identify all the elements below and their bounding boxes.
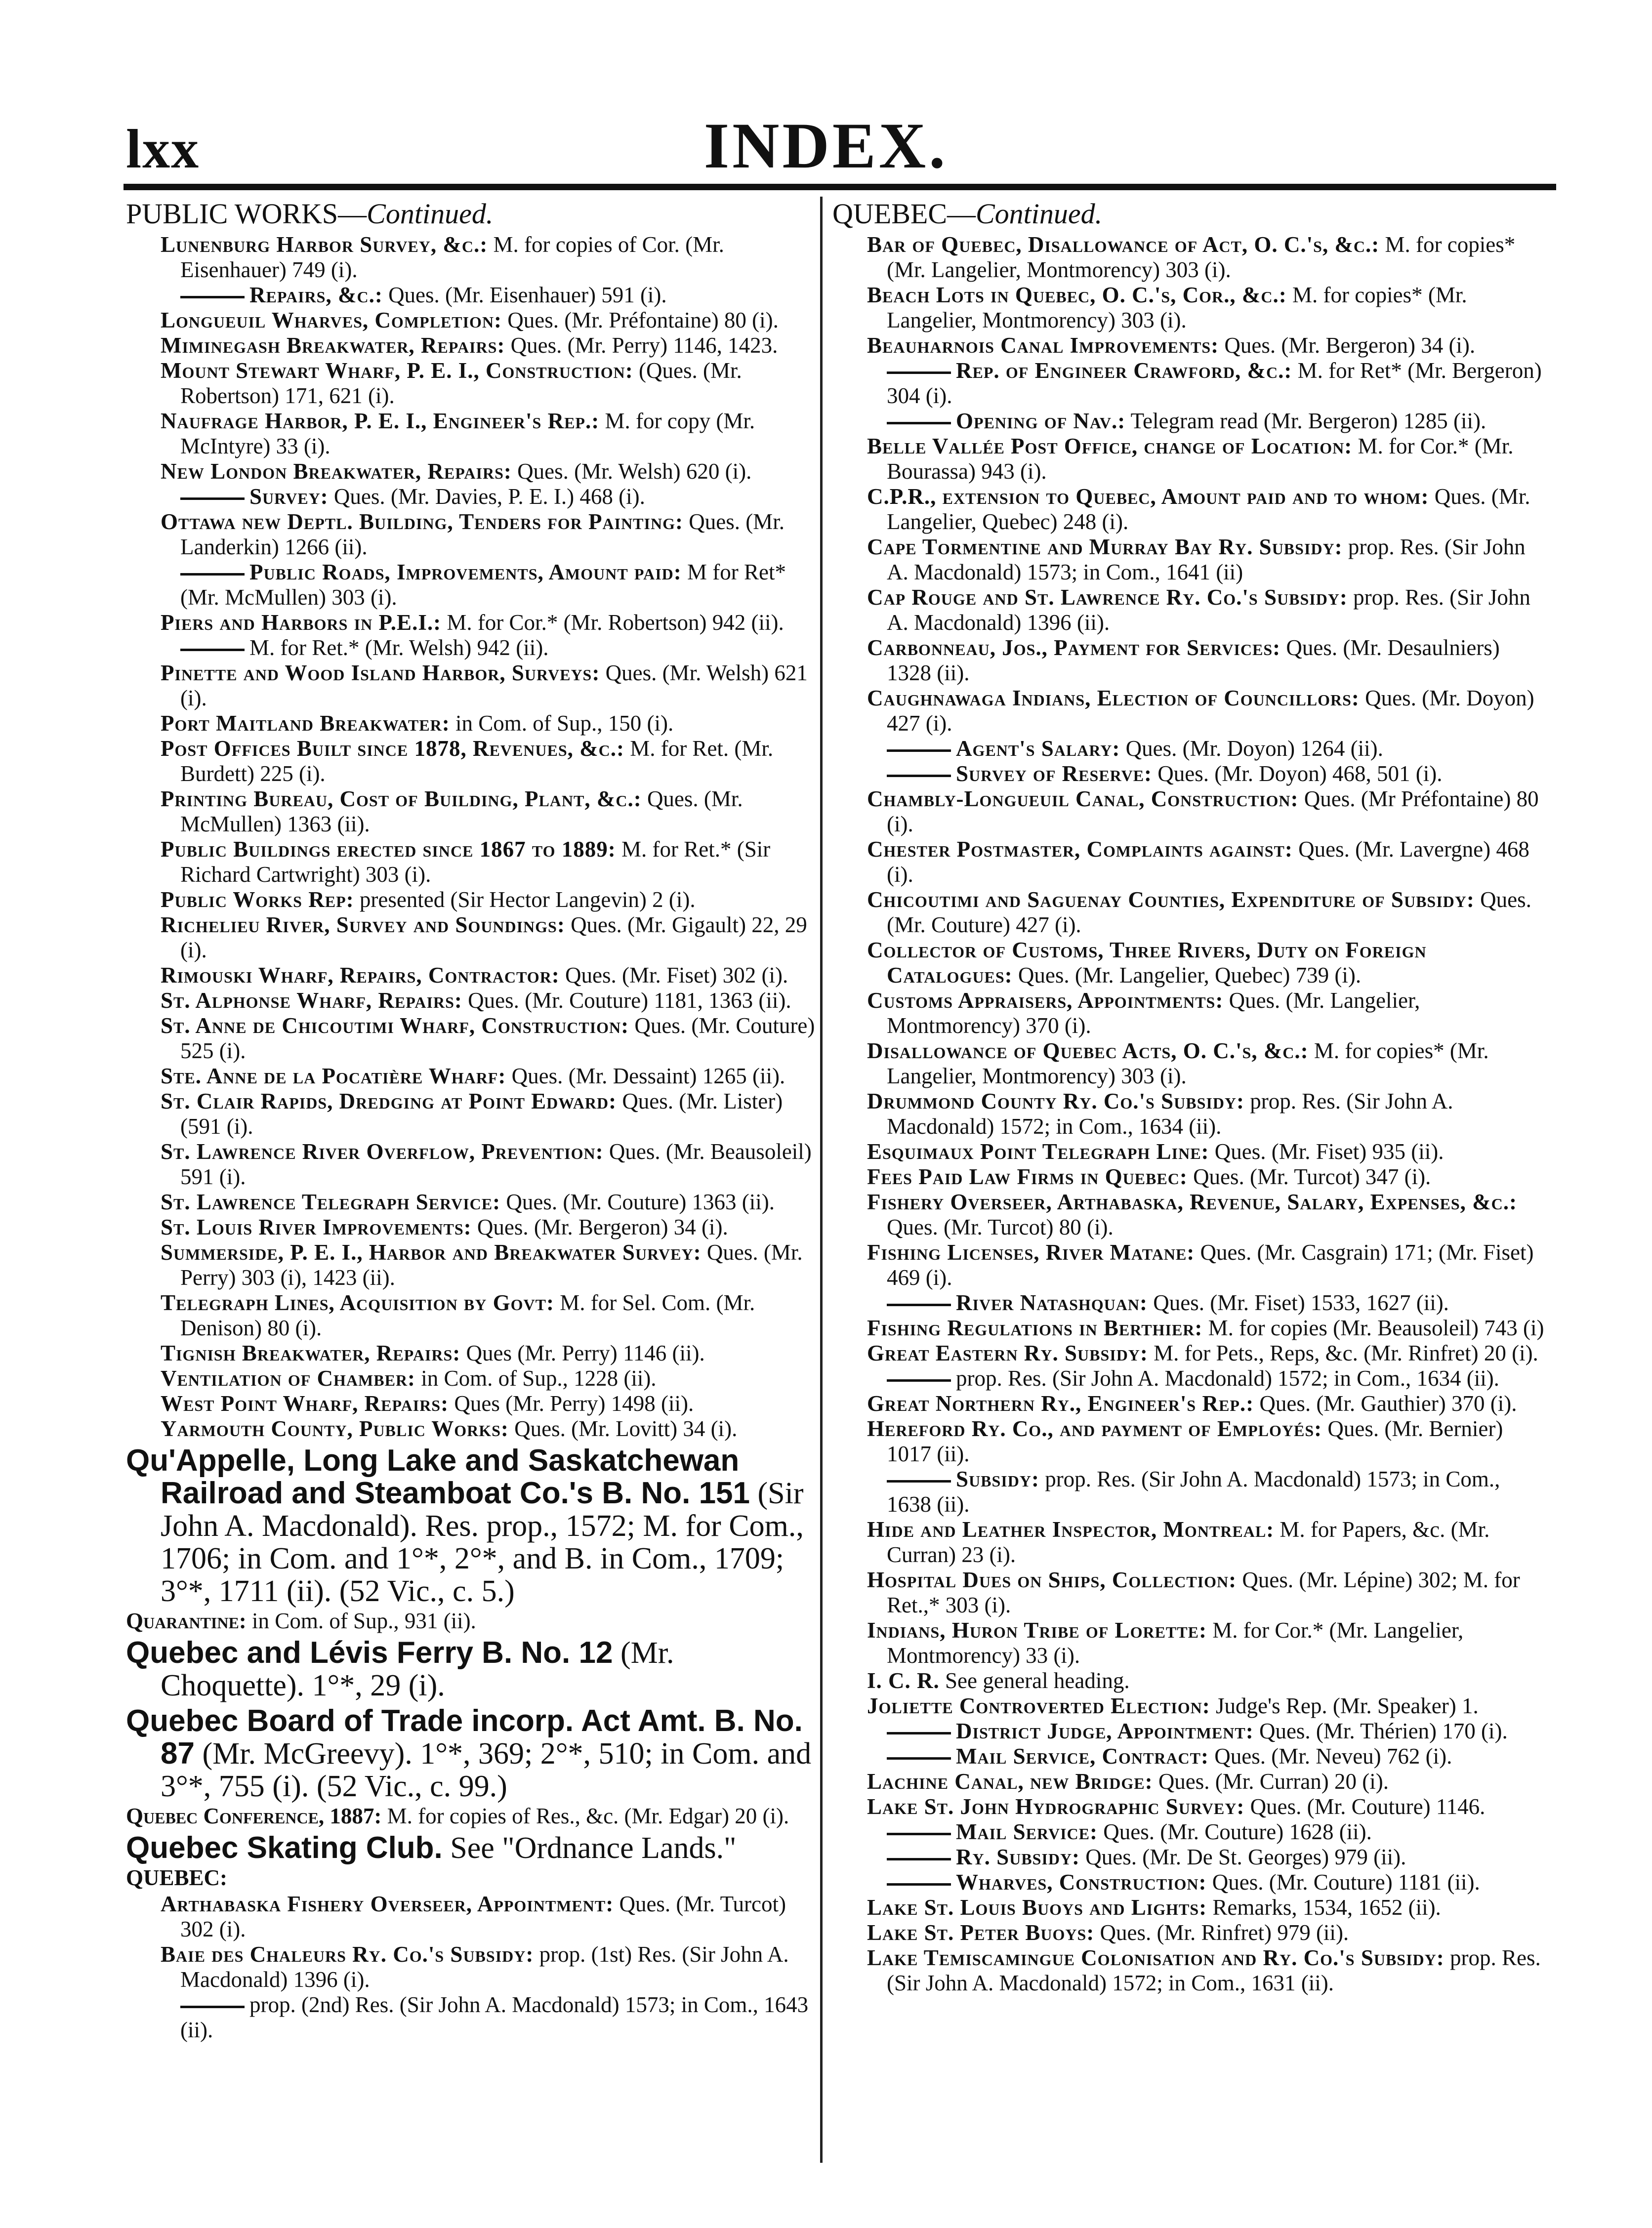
bill-title: Qu'Appelle, Long Lake and Saskatchewan Railroad and Steamboat Co.'s B. No. 151 bbox=[126, 1444, 750, 1510]
entry-keyword: Ottawa new Deptl. Building, Tenders for Painting: bbox=[161, 509, 683, 534]
entry-text: (Mr. Choquette). 1°*, 29 (i). bbox=[161, 1636, 674, 1702]
index-entry bbox=[126, 484, 815, 509]
entry-keyword: St. Louis River Improvements: bbox=[161, 1215, 472, 1239]
index-entry bbox=[126, 1391, 815, 1416]
entry-keyword: St. Lawrence River Overflow, Prevention: bbox=[161, 1139, 604, 1164]
index-entry bbox=[126, 786, 815, 837]
index-entry bbox=[126, 283, 815, 308]
entry-keyword: Joliette Controverted Election: bbox=[867, 1693, 1210, 1718]
index-entry bbox=[126, 308, 815, 333]
entry-keyword: Public Buildings erected since 1867 to 1889: bbox=[161, 837, 616, 862]
entry-text: Ques. (Mr. Casgrain) 171; (Mr. Fiset) 469 (i). bbox=[887, 1240, 1534, 1290]
index-entry bbox=[126, 1064, 815, 1089]
entry-text: Ques. (Mr. Doyon) 468, 501 (i). bbox=[1152, 761, 1443, 786]
entry-keyword: Lake Temiscamingue Colonisation and Ry. Co.'s Subsidy: bbox=[867, 1945, 1445, 1970]
index-entry bbox=[126, 459, 815, 484]
bill-title: Quebec Skating Club. bbox=[126, 1831, 443, 1865]
index-entry bbox=[832, 761, 1546, 786]
index-entry bbox=[126, 358, 815, 409]
entry-keyword: District Judge, Appointment: bbox=[956, 1719, 1254, 1743]
left-column bbox=[126, 198, 815, 2043]
ditto-dash bbox=[887, 1833, 951, 1835]
right-column-heading bbox=[832, 198, 1546, 230]
index-entry bbox=[832, 1190, 1546, 1240]
index-entry bbox=[832, 1416, 1546, 1467]
ditto-dash bbox=[887, 1883, 951, 1886]
entry-text: M. for Cor.* (Mr. Langelier, Montmorency) 33 (i). bbox=[887, 1618, 1464, 1668]
entry-keyword: Great Eastern Ry. Subsidy: bbox=[867, 1341, 1148, 1365]
entry-keyword: West Point Wharf, Repairs: bbox=[161, 1391, 449, 1416]
index-entry bbox=[126, 333, 815, 358]
entry-keyword: Yarmouth County, Public Works: bbox=[161, 1416, 509, 1441]
index-entry bbox=[126, 711, 815, 736]
ditto-dash bbox=[887, 1858, 951, 1860]
bill-heading bbox=[126, 1705, 815, 1803]
index-entry bbox=[832, 1744, 1546, 1769]
entry-text: Ques. (Mr. Couture) 1146. bbox=[1244, 1794, 1486, 1819]
entry-keyword: Piers and Harbors in P.E.I.: bbox=[161, 610, 442, 635]
entry-keyword: Belle Vallée Post Office, change of Location: bbox=[867, 434, 1353, 458]
entry-text: Judge's Rep. (Mr. Speaker) 1. bbox=[1210, 1693, 1479, 1718]
entry-text: See general heading. bbox=[939, 1668, 1130, 1693]
right-column bbox=[832, 198, 1546, 1996]
entry-keyword: Subsidy: bbox=[956, 1467, 1039, 1491]
page-title: INDEX. bbox=[703, 109, 949, 182]
entry-text: M. for Ret.* (Mr. Welsh) 942 (ii). bbox=[249, 635, 549, 660]
index-entry bbox=[832, 1845, 1546, 1870]
entry-text: M. for copies of Cor. (Mr. Eisenhauer) 749 (i). bbox=[180, 232, 724, 282]
index-entry bbox=[832, 1870, 1546, 1895]
entry-text: Ques. (Mr. Rinfret) 979 (ii). bbox=[1094, 1920, 1349, 1945]
entry-text: prop. Res. (Sir John A. Macdonald) 1572; in Com., 1634 (ii). bbox=[956, 1366, 1499, 1391]
heading-continued: Continued. bbox=[976, 198, 1103, 230]
entry-keyword: Survey: bbox=[249, 484, 329, 509]
entry-text: Ques (Mr. Perry) 1498 (ii). bbox=[449, 1391, 694, 1416]
entry-text: Ques. (Mr. Langelier, Quebec) 739 (i). bbox=[1012, 963, 1362, 988]
ditto-dash bbox=[180, 649, 245, 651]
index-entry bbox=[832, 1819, 1546, 1845]
entry-text: M. for copies* (Mr. Langelier, Montmorency) 303 (i). bbox=[887, 232, 1516, 282]
index-entry bbox=[126, 509, 815, 560]
entry-text: Telegram read (Mr. Bergeron) 1285 (ii). bbox=[1125, 409, 1487, 433]
index-entry bbox=[832, 786, 1546, 837]
entry-text: Ques. (Mr. Fiset) 302 (i). bbox=[559, 963, 788, 988]
index-entry bbox=[832, 434, 1546, 484]
heading-text: QUEBEC— bbox=[832, 198, 976, 230]
entry-text: Ques. (Mr. Davies, P. E. I.) 468 (i). bbox=[328, 484, 645, 509]
left-main-headings bbox=[126, 1444, 815, 1891]
entry-keyword: Pinette and Wood Island Harbor, Surveys: bbox=[161, 660, 600, 685]
index-entry bbox=[832, 1316, 1546, 1341]
entry-text: Ques. (Mr. Turcot) 347 (i). bbox=[1187, 1164, 1431, 1189]
index-entry bbox=[832, 1139, 1546, 1164]
entry-keyword: Lake St. Louis Buoys and Lights: bbox=[867, 1895, 1207, 1920]
index-entry bbox=[126, 963, 815, 988]
entry-keyword: Public Roads, Improvements, Amount paid: bbox=[249, 560, 682, 584]
entry-keyword: Mount Stewart Wharf, P. E. I., Construction: bbox=[161, 358, 633, 383]
ditto-dash bbox=[887, 371, 951, 374]
ditto-dash bbox=[180, 497, 245, 500]
index-entry bbox=[832, 938, 1546, 988]
index-entry bbox=[832, 358, 1546, 409]
entry-keyword: Summerside, P. E. I., Harbor and Breakwater Survey: bbox=[161, 1240, 702, 1265]
right-entry-list bbox=[832, 232, 1546, 1996]
heading-continued: Continued. bbox=[367, 198, 494, 230]
entry-keyword: Cape Tormentine and Murray Bay Ry. Subsidy: bbox=[867, 535, 1343, 559]
ditto-dash bbox=[887, 775, 951, 777]
index-entry bbox=[832, 1290, 1546, 1316]
entry-keyword: Mail Service, Contract: bbox=[956, 1744, 1209, 1769]
index-entry bbox=[832, 1164, 1546, 1190]
entry-text: Ques. (Mr. Lépine) 302; M. for Ret.,* 303 (i). bbox=[887, 1568, 1520, 1617]
index-entry bbox=[126, 409, 815, 459]
ditto-dash bbox=[887, 1304, 951, 1306]
entry-text: M. for Sel. Com. (Mr. Denison) 80 (i). bbox=[180, 1290, 755, 1340]
ditto-dash bbox=[180, 296, 245, 298]
ditto-dash bbox=[180, 573, 245, 576]
entry-text: prop. Res. (Sir John A. Macdonald) 1573; in Com., 1641 (ii) bbox=[887, 535, 1526, 584]
entry-keyword: Chester Postmaster, Complaints against: bbox=[867, 837, 1293, 862]
index-entry bbox=[832, 1920, 1546, 1945]
entry-keyword: New London Breakwater, Repairs: bbox=[161, 459, 512, 484]
entry-text: in Com. of Sup., 931 (ii). bbox=[246, 1609, 476, 1633]
entry-keyword: Lake St. John Hydrographic Survey: bbox=[867, 1794, 1245, 1819]
index-entry bbox=[832, 484, 1546, 535]
entry-text: (Ques. (Mr. Robertson) 171, 621 (i). bbox=[180, 358, 742, 408]
entry-keyword: Rimouski Wharf, Repairs, Contractor: bbox=[161, 963, 560, 988]
index-entry bbox=[832, 1618, 1546, 1668]
index-entry bbox=[126, 1290, 815, 1341]
index-entry bbox=[126, 912, 815, 963]
entry-keyword: Ry. Subsidy: bbox=[956, 1845, 1080, 1869]
index-entry bbox=[832, 1366, 1546, 1391]
bill-heading bbox=[126, 1832, 815, 1864]
entry-text: Ques. (Mr. Bergeron) 34 (i). bbox=[471, 1215, 728, 1239]
index-entry bbox=[126, 610, 815, 635]
index-entry bbox=[832, 686, 1546, 736]
entry-text: Ques. (Mr. Lovitt) 34 (i). bbox=[508, 1416, 738, 1441]
index-entry bbox=[832, 585, 1546, 635]
entry-text: Ques. (Mr. Beausoleil) 591 (i). bbox=[180, 1139, 812, 1189]
entry-text: Ques. (Mr. Couture) 1181 (ii). bbox=[1206, 1870, 1480, 1895]
entry-text: Ques. (Mr. Lavergne) 468 (i). bbox=[887, 837, 1529, 887]
ditto-dash bbox=[887, 422, 951, 424]
entry-text: (Sir John A. Macdonald). Res. prop., 1572; M. for Com., 1706; in Com. and 1°*, 2°*, and B. in Com., 1709; 3°*, 1711 (ii). (52 Vic., c. 5.) bbox=[161, 1477, 804, 1608]
entry-text: Ques. (Mr Préfontaine) 80 (i). bbox=[887, 786, 1539, 836]
bill-heading bbox=[126, 1444, 815, 1608]
entry-text: prop. (2nd) Res. (Sir John A. Macdonald) 1573; in Com., 1643 (ii). bbox=[180, 1992, 809, 2042]
entry-text: prop. (1st) Res. (Sir John A. Macdonald) 1396 (i). bbox=[180, 1942, 789, 1992]
entry-keyword: Opening of Nav.: bbox=[956, 409, 1126, 433]
entry-keyword: Chambly-Longueuil Canal, Construction: bbox=[867, 786, 1299, 811]
entry-text: Ques. (Mr. Neveu) 762 (i). bbox=[1209, 1744, 1452, 1769]
entry-text: Ques. (Mr. Welsh) 620 (i). bbox=[511, 459, 752, 484]
entry-keyword: St. Anne de Chicoutimi Wharf, Construction: bbox=[161, 1013, 629, 1038]
entry-keyword: Indians, Huron Tribe of Lorette: bbox=[867, 1618, 1207, 1643]
entry-text: M. for Papers, &c. (Mr. Curran) 23 (i). bbox=[887, 1517, 1490, 1567]
entry-text: prop. Res. (Sir John A. Macdonald) 1572; in Com., 1634 (ii). bbox=[887, 1089, 1453, 1139]
entry-text: Ques. (Mr. De St. Georges) 979 (ii). bbox=[1080, 1845, 1406, 1869]
index-entry bbox=[126, 1366, 815, 1391]
bill-title: Quebec and Lévis Ferry B. No. 12 bbox=[126, 1636, 613, 1670]
entry-text: M. for copies* (Mr. Langelier, Montmorency) 303 (i). bbox=[887, 1038, 1489, 1088]
ditto-dash bbox=[887, 1732, 951, 1734]
entry-keyword: St. Lawrence Telegraph Service: bbox=[161, 1190, 501, 1214]
entry-text: prop. Res. (Sir John A. Macdonald) 1572; in Com., 1631 (ii). bbox=[887, 1945, 1541, 1995]
entry-keyword: Collector of Customs, Three Rivers, Duty on Foreign Catalogues: bbox=[867, 938, 1427, 988]
index-entry bbox=[126, 887, 815, 912]
entry-text: Ques. (Mr. Bernier) 1017 (ii). bbox=[887, 1416, 1503, 1466]
entry-text: M. for Pets., Reps, &c. (Mr. Rinfret) 20 (i). bbox=[1148, 1341, 1538, 1365]
index-entry bbox=[126, 1139, 815, 1190]
entry-keyword: Baie des Chaleurs Ry. Co.'s Subsidy: bbox=[161, 1942, 534, 1967]
quebec-entry-list bbox=[126, 1892, 815, 2043]
index-entry bbox=[126, 1089, 815, 1139]
entry-keyword: Repairs, &c.: bbox=[249, 283, 383, 307]
entry-keyword: Disallowance of Quebec Acts, O. C.'s, &c.: bbox=[867, 1038, 1309, 1063]
entry-text: Ques. (Mr. Eisenhauer) 591 (i). bbox=[382, 283, 667, 307]
entry-keyword: Fishing Licenses, River Matane: bbox=[867, 1240, 1195, 1265]
entry-text: M. for copies of Res., &c. (Mr. Edgar) 20 (i). bbox=[381, 1804, 789, 1828]
index-entry bbox=[832, 1341, 1546, 1366]
entry-text: Ques. (Mr. Préfontaine) 80 (i). bbox=[502, 308, 779, 332]
entry-text: M. for Ret. (Mr. Burdett) 225 (i). bbox=[180, 736, 774, 786]
entry-text: M. for Cor.* (Mr. Bourassa) 943 (i). bbox=[887, 434, 1514, 484]
index-entry bbox=[832, 1794, 1546, 1819]
ditto-dash bbox=[887, 1480, 951, 1483]
entry-text: Ques. (Mr. Gauthier) 370 (i). bbox=[1254, 1391, 1517, 1416]
entry-keyword: Port Maitland Breakwater: bbox=[161, 711, 450, 736]
entry-keyword: Lachine Canal, new Bridge: bbox=[867, 1769, 1153, 1794]
page-number: lxx bbox=[126, 119, 200, 180]
entry-text: Ques. (Mr. Couture) 427 (i). bbox=[887, 887, 1531, 937]
index-entry bbox=[832, 1089, 1546, 1139]
entry-keyword: Survey of Reserve: bbox=[956, 761, 1153, 786]
index-entry bbox=[126, 1416, 815, 1442]
entry-text: Ques. (Mr. Couture) 1363 (ii). bbox=[500, 1190, 775, 1214]
entry-keyword: I. C. R. bbox=[867, 1668, 940, 1693]
entry-keyword: Wharves, Construction: bbox=[956, 1870, 1207, 1895]
index-entry bbox=[832, 283, 1546, 333]
entry-text: See "Ordnance Lands." bbox=[442, 1831, 737, 1865]
index-entry bbox=[832, 535, 1546, 585]
ditto-dash bbox=[887, 1757, 951, 1760]
entry-keyword: Cap Rouge and St. Lawrence Ry. Co.'s Subsidy: bbox=[867, 585, 1348, 610]
entry-keyword: C.P.R., extension to Quebec, Amount paid and to whom: bbox=[867, 484, 1429, 509]
entry-text: Ques. (Mr. Fiset) 935 (ii). bbox=[1209, 1139, 1444, 1164]
entry-keyword: Bar of Quebec, Disallowance of Act, O. C.'s, &c.: bbox=[867, 232, 1380, 257]
index-entry bbox=[832, 635, 1546, 686]
entry-text: Ques. (Mr. Perry) 303 (i), 1423 (ii). bbox=[180, 1240, 803, 1290]
index-entry bbox=[832, 1769, 1546, 1794]
entry-text: Ques. (Mr. Curran) 20 (i). bbox=[1153, 1769, 1389, 1794]
entry-text: Ques. (Mr. Perry) 1146, 1423. bbox=[505, 333, 778, 358]
ditto-dash bbox=[887, 749, 951, 752]
entry-keyword: Longueuil Wharves, Completion: bbox=[161, 308, 502, 332]
entry-keyword: St. Alphonse Wharf, Repairs: bbox=[161, 988, 462, 1013]
index-entry bbox=[832, 1517, 1546, 1568]
entry-keyword: Public Works Rep: bbox=[161, 887, 354, 912]
index-entry bbox=[832, 988, 1546, 1038]
subject-heading bbox=[126, 1804, 815, 1829]
entry-keyword: Caughnawaga Indians, Election of Councillors: bbox=[867, 686, 1360, 710]
index-entry bbox=[126, 635, 815, 660]
entry-text: Ques. (Mr. Lister) (591 (i). bbox=[180, 1089, 783, 1139]
entry-keyword: Quarantine: bbox=[126, 1609, 247, 1633]
bill-title: Quebec Board of Trade incorp. Act Amt. B. No. 87 bbox=[126, 1704, 803, 1771]
index-entry bbox=[832, 1895, 1546, 1920]
index-entry bbox=[126, 736, 815, 786]
entry-keyword: Esquimaux Point Telegraph Line: bbox=[867, 1139, 1209, 1164]
bill-heading bbox=[126, 1637, 815, 1702]
entry-keyword: Telegraph Lines, Acquisition by Govt: bbox=[161, 1290, 554, 1315]
index-entry bbox=[832, 232, 1546, 283]
subject-heading bbox=[126, 1609, 815, 1634]
index-entry bbox=[832, 409, 1546, 434]
entry-keyword: Rep. of Engineer Crawford, &c.: bbox=[956, 358, 1292, 383]
entry-keyword: River Natashquan: bbox=[956, 1290, 1148, 1315]
column-divider bbox=[820, 197, 823, 2163]
entry-text: Ques. (Mr. Couture) 1181, 1363 (ii). bbox=[462, 988, 791, 1013]
index-entry bbox=[832, 1693, 1546, 1719]
index-entry bbox=[126, 837, 815, 887]
index-entry bbox=[832, 837, 1546, 887]
entry-text: Ques. (Mr. Desaulniers) 1328 (ii). bbox=[887, 635, 1500, 685]
index-entry bbox=[832, 736, 1546, 761]
index-entry bbox=[832, 1240, 1546, 1290]
subject-heading bbox=[126, 1865, 815, 1891]
entry-text: Ques. (Mr. McMullen) 1363 (ii). bbox=[180, 786, 743, 836]
index-entry bbox=[126, 232, 815, 283]
index-entry bbox=[126, 1992, 815, 2043]
entry-text: Ques. (Mr. Turcot) 302 (i). bbox=[180, 1892, 786, 1941]
entry-text: M for Ret* (Mr. McMullen) 303 (i). bbox=[180, 560, 786, 610]
entry-keyword: Ste. Anne de la Pocatière Wharf: bbox=[161, 1064, 506, 1088]
index-entry bbox=[126, 660, 815, 711]
entry-text: Ques. (Mr. Couture) 525 (i). bbox=[180, 1013, 815, 1063]
entry-keyword: Printing Bureau, Cost of Building, Plant, &c.: bbox=[161, 786, 642, 811]
entry-text: Ques. (Mr. Fiset) 1533, 1627 (ii). bbox=[1147, 1290, 1449, 1315]
entry-keyword: Fees Paid Law Firms in Quebec: bbox=[867, 1164, 1188, 1189]
entry-text: Ques. (Mr. Gigault) 22, 29 (i). bbox=[180, 912, 807, 962]
index-entry bbox=[126, 1013, 815, 1064]
index-entry bbox=[832, 1945, 1546, 1996]
index-entry bbox=[832, 1668, 1546, 1693]
entry-text: Ques. (Mr. Landerkin) 1266 (ii). bbox=[180, 509, 785, 559]
index-entry bbox=[832, 887, 1546, 938]
entry-text: in Com. of Sup., 1228 (ii). bbox=[415, 1366, 657, 1391]
entry-keyword: Richelieu River, Survey and Soundings: bbox=[161, 912, 565, 937]
index-entry bbox=[126, 1942, 815, 1992]
index-entry bbox=[832, 333, 1546, 358]
index-entry bbox=[832, 1391, 1546, 1416]
index-entry bbox=[126, 988, 815, 1013]
entry-text: Ques. (Mr. Langelier, Montmorency) 370 (i). bbox=[887, 988, 1420, 1038]
entry-text: Ques. (Mr. Thérien) 170 (i). bbox=[1253, 1719, 1508, 1743]
entry-text: Ques. (Mr. Bergeron) 34 (i). bbox=[1219, 333, 1476, 358]
entry-text: prop. Res. (Sir John A. Macdonald) 1573; in Com., 1638 (ii). bbox=[887, 1467, 1500, 1517]
entry-keyword: Great Northern Ry., Engineer's Rep.: bbox=[867, 1391, 1254, 1416]
index-entry bbox=[832, 1038, 1546, 1089]
entry-keyword: Arthabaska Fishery Overseer, Appointment: bbox=[161, 1892, 614, 1916]
entry-keyword: Tignish Breakwater, Repairs: bbox=[161, 1341, 461, 1365]
entry-text: Ques. (Mr. Welsh) 621 (i). bbox=[180, 660, 808, 710]
header-rule bbox=[124, 184, 1556, 190]
entry-text: prop. Res. (Sir John A. Macdonald) 1396 (ii). bbox=[887, 585, 1530, 635]
entry-keyword: Ventilation of Chamber: bbox=[161, 1366, 416, 1391]
entry-keyword: Customs Appraisers, Appointments: bbox=[867, 988, 1224, 1013]
index-entry bbox=[832, 1467, 1546, 1517]
entry-keyword: Mail Service: bbox=[956, 1819, 1098, 1844]
heading-text: PUBLIC WORKS— bbox=[126, 198, 367, 230]
entry-keyword: Fishing Regulations in Berthier: bbox=[867, 1316, 1203, 1340]
entry-keyword: Hereford Ry. Co., and payment of Employés: bbox=[867, 1416, 1322, 1441]
entry-keyword: Hide and Leather Inspector, Montreal: bbox=[867, 1517, 1275, 1542]
entry-keyword: Fishery Overseer, Arthabaska, Revenue, Salary, Expenses, &c.: bbox=[867, 1190, 1517, 1214]
entry-keyword: Beauharnois Canal Improvements: bbox=[867, 333, 1219, 358]
entry-text: (Mr. McGreevy). 1°*, 369; 2°*, 510; in Com. and 3°*, 755 (i). (52 Vic., c. 99.) bbox=[161, 1737, 812, 1803]
entry-text: M. for copy (Mr. McIntyre) 33 (i). bbox=[180, 409, 755, 458]
entry-keyword: Lunenburg Harbor Survey, &c.: bbox=[161, 232, 488, 257]
entry-keyword: Miminegash Breakwater, Repairs: bbox=[161, 333, 505, 358]
ditto-dash bbox=[887, 1379, 951, 1382]
entry-keyword: Naufrage Harbor, P. E. I., Engineer's Rep.: bbox=[161, 409, 600, 433]
entry-text: Ques. (Mr. Dessaint) 1265 (ii). bbox=[506, 1064, 785, 1088]
entry-keyword: Hospital Dues on Ships, Collection: bbox=[867, 1568, 1237, 1592]
index-entry bbox=[126, 1190, 815, 1215]
left-entry-list bbox=[126, 232, 815, 1442]
entry-text: Ques. (Mr. Langelier, Quebec) 248 (i). bbox=[887, 484, 1530, 534]
entry-keyword: Beach Lots in Quebec, O. C.'s, Cor., &c.: bbox=[867, 283, 1287, 307]
entry-text: M. for copies* (Mr. Langelier, Montmorency) 303 (i). bbox=[887, 283, 1467, 332]
index-entry bbox=[126, 1341, 815, 1366]
index-entry bbox=[126, 1892, 815, 1942]
left-column-heading bbox=[126, 198, 815, 230]
entry-text: M. for copies (Mr. Beausoleil) 743 (i) bbox=[1202, 1316, 1544, 1340]
entry-text: presented (Sir Hector Langevin) 2 (i). bbox=[354, 887, 696, 912]
entry-text: M. for Cor.* (Mr. Robertson) 942 (ii). bbox=[441, 610, 784, 635]
entry-text: M. for Ret.* (Sir Richard Cartwright) 303 (i). bbox=[180, 837, 771, 887]
entry-keyword: Chicoutimi and Saguenay Counties, Expenditure of Subsidy: bbox=[867, 887, 1475, 912]
entry-keyword: Lake St. Peter Buoys: bbox=[867, 1920, 1095, 1945]
index-entry bbox=[126, 1215, 815, 1240]
entry-keyword: St. Clair Rapids, Dredging at Point Edward: bbox=[161, 1089, 617, 1114]
index-entry bbox=[832, 1719, 1546, 1744]
ditto-dash bbox=[180, 2006, 245, 2008]
entry-keyword: Carbonneau, Jos., Payment for Services: bbox=[867, 635, 1281, 660]
entry-text: in Com. of Sup., 150 (i). bbox=[450, 711, 674, 736]
entry-keyword: QUEBEC: bbox=[126, 1865, 228, 1890]
entry-text: Ques (Mr. Perry) 1146 (ii). bbox=[460, 1341, 705, 1365]
entry-text: Ques. (Mr. Couture) 1628 (ii). bbox=[1098, 1819, 1372, 1844]
index-entry bbox=[832, 1568, 1546, 1618]
entry-text: Ques. (Mr. Doyon) 427 (i). bbox=[887, 686, 1534, 736]
entry-text: M. for Ret* (Mr. Bergeron) 304 (i). bbox=[887, 358, 1542, 408]
entry-keyword: Drummond County Ry. Co.'s Subsidy: bbox=[867, 1089, 1245, 1114]
entry-keyword: Agent's Salary: bbox=[956, 736, 1120, 761]
index-entry bbox=[126, 560, 815, 610]
entry-keyword: Post Offices Built since 1878, Revenues, &c.: bbox=[161, 736, 624, 761]
entry-keyword: Quebec Conference, 1887: bbox=[126, 1804, 382, 1828]
entry-text: Ques. (Mr. Doyon) 1264 (ii). bbox=[1120, 736, 1383, 761]
entry-text: Remarks, 1534, 1652 (ii). bbox=[1207, 1895, 1441, 1920]
entry-text: Ques. (Mr. Turcot) 80 (i). bbox=[887, 1215, 1114, 1239]
index-entry bbox=[126, 1240, 815, 1290]
